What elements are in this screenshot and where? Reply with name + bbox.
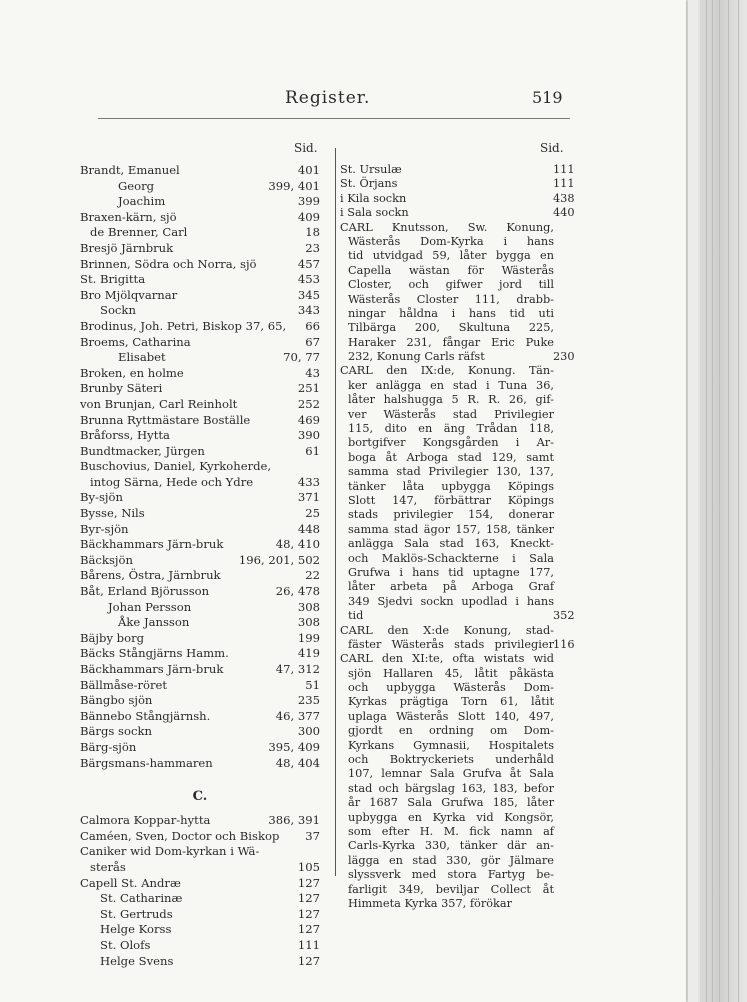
index-entry-page: 111	[553, 177, 575, 191]
index-entry-text: von Brunjan, Carl Reinholt	[80, 396, 238, 411]
index-entry	[80, 860, 320, 876]
index-text-line: år 1687 Sala Grufwa 185, låter	[348, 796, 554, 810]
index-entry	[80, 678, 320, 694]
index-entry-page: 399, 401	[268, 178, 320, 193]
section-heading-c: C.	[192, 789, 208, 805]
index-entry-page: 300	[297, 724, 320, 739]
index-entry-page: 438	[553, 191, 575, 205]
index-entry-page: 25	[305, 506, 320, 521]
left-column-heading: Sid.	[294, 141, 318, 155]
index-entry-page: 66	[305, 318, 320, 333]
index-entry-text: Caniker wid Dom-kyrkan i Wä-	[80, 844, 260, 859]
index-entry-page: 352	[553, 609, 575, 623]
index-entry	[80, 506, 320, 522]
index-entry-text: Broken, en holme	[80, 365, 184, 380]
index-entry-page: 308	[297, 599, 320, 614]
index-entry-page: 127	[297, 875, 320, 890]
index-entry-text: Bäcksjön	[80, 552, 133, 567]
index-entry	[80, 537, 320, 553]
index-entry-text: Bännebo Stångjärnsh.	[80, 708, 211, 723]
index-entry-page: 469	[297, 412, 320, 427]
index-entry	[80, 210, 320, 226]
index-entry-page: 419	[297, 646, 320, 661]
index-text-line: CARL den IX:de, Konung. Tän-	[340, 364, 554, 378]
index-entry-page: 127	[297, 906, 320, 921]
index-text-line: tid utvidgad 59, låter bygga en	[348, 249, 554, 263]
page-edge-line	[712, 0, 713, 1002]
index-entry	[80, 397, 320, 413]
index-entry-page: 127	[297, 953, 320, 968]
index-entry-text: Bärg-sjön	[80, 739, 137, 754]
page-edge-line	[738, 0, 739, 1002]
index-entry-text: Båt, Erland Björusson	[80, 584, 210, 599]
index-text-line: boga åt Arboga stad 129, samt	[348, 450, 554, 464]
index-entry-text: Capell St. Andræ	[80, 875, 181, 890]
index-entry-page: 457	[297, 256, 320, 271]
index-entry-text: Bärgsmans-hammaren	[80, 755, 213, 770]
index-entry-page: 22	[305, 568, 320, 583]
index-text-line: i Sala sockn	[340, 206, 409, 220]
index-entry	[80, 844, 320, 860]
index-entry-text: Brodinus, Joh. Petri, Biskop 37, 65,	[80, 318, 287, 333]
index-entry-text: Bårens, Östra, Järnbruk	[80, 568, 221, 583]
index-entry-text: Johan Persson	[108, 599, 192, 614]
index-entry	[80, 490, 320, 506]
index-text-line: samma stad Privilegier 130, 137,	[348, 465, 554, 479]
index-entry-page: 345	[297, 287, 320, 302]
header-rule	[98, 118, 570, 119]
index-entry-text: Helge Korss	[100, 922, 172, 937]
index-entry-page: 235	[297, 693, 320, 708]
index-entry-text: Bundtmacker, Jürgen	[80, 443, 205, 458]
index-entry	[80, 709, 320, 725]
index-entry-page: 409	[297, 209, 320, 224]
index-entry-text: Bro Mjölqvarnar	[80, 287, 178, 302]
index-text-line: Kyrkas prägtiga Torn 61, låtit	[348, 695, 554, 709]
index-text-line: gjordt en ordning om Dom-	[348, 724, 554, 738]
index-entry-text: Byr-sjön	[80, 521, 129, 536]
index-text-line: och Maklös-Schackterne i Sala	[348, 551, 554, 565]
index-text-line: som efter H. M. fick namn af	[348, 824, 554, 838]
index-entry-page: 395, 409	[268, 739, 320, 754]
index-entry-text: Bällmåse-röret	[80, 677, 168, 692]
index-entry-text: Sockn	[100, 303, 136, 318]
index-entry	[80, 740, 320, 756]
index-text-line: 107, lemnar Sala Grufva åt Sala	[348, 767, 554, 781]
index-entry	[80, 662, 320, 678]
index-entry-text: Brunna Ryttmästare Boställe	[80, 412, 251, 427]
page-edge-line	[706, 0, 707, 1002]
index-entry-page: 251	[297, 381, 320, 396]
index-entry-page: 390	[297, 428, 320, 443]
index-entry	[80, 615, 320, 631]
index-text-line: i Kila sockn	[340, 191, 407, 205]
index-text-line: ker anlägga en stad i Tuna 36,	[348, 378, 554, 392]
index-entry	[80, 459, 320, 475]
index-entry	[80, 938, 320, 954]
right-index-column	[340, 163, 554, 911]
left-index-column	[80, 163, 320, 969]
index-text-line: samma stad ägor 157, 158, tänker	[348, 522, 554, 536]
index-entry	[80, 907, 320, 923]
index-entry	[80, 303, 320, 319]
index-entry-page: 48, 410	[275, 537, 320, 552]
index-entry-page: 51	[305, 677, 320, 692]
index-text-line: sjön Hallaren 45, låtit påkästa	[348, 666, 554, 680]
index-entry-page: 61	[305, 443, 320, 458]
page-stack-edge	[700, 0, 747, 1002]
index-entry-text: Helge Svens	[100, 953, 174, 968]
index-entry	[80, 756, 320, 772]
index-text-line: Tilbärga 200, Skultuna 225,	[348, 321, 554, 335]
index-entry	[80, 163, 320, 179]
index-entry-text: Bäjby borg	[80, 630, 145, 645]
index-entry-page: 26, 478	[275, 584, 320, 599]
index-entry-page: 453	[297, 272, 320, 287]
index-entry	[80, 241, 320, 257]
index-text-line: upbygga en Kyrka vid Kongsör,	[348, 810, 554, 824]
index-entry-text: sterås	[90, 859, 126, 874]
column-divider	[335, 148, 336, 876]
index-text-line: och Boktryckeriets underhåld	[348, 753, 554, 767]
index-text-line: bortgifver Kongsgården i Ar-	[348, 436, 554, 450]
index-entry-page: 386, 391	[268, 813, 320, 828]
index-text-line: tänker låta upbygga Köpings	[348, 479, 554, 493]
index-entry-page: 48, 404	[275, 755, 320, 770]
index-entry-text: Åke Jansson	[118, 615, 190, 630]
index-text-line: Closter, och gifwer jord till	[348, 278, 554, 292]
index-entry	[80, 335, 320, 351]
index-entry-page: 199	[297, 630, 320, 645]
index-entry-text: Braxen-kärn, sjö	[80, 209, 177, 224]
index-entry-page: 116	[553, 638, 575, 652]
index-text-line: ver Wästerås stad Privilegier	[348, 407, 554, 421]
index-entry-text: Bäckhammars Järn-bruk	[80, 537, 224, 552]
index-entry	[80, 891, 320, 907]
index-entry-page: 127	[297, 922, 320, 937]
index-entry	[80, 179, 320, 195]
index-text-line: och upbygga Wästerås Dom-	[348, 681, 554, 695]
index-entry-page: 47, 312	[275, 662, 320, 676]
index-entry-text: Bäcks Stångjärns Hamm.	[80, 646, 229, 661]
page-edge-line	[719, 0, 720, 1002]
index-entry	[80, 829, 320, 845]
index-entry-page: 43	[305, 365, 320, 380]
index-entry	[80, 954, 320, 970]
index-entry-page: 18	[305, 225, 320, 240]
index-entry	[80, 475, 320, 491]
index-text-line: stads privilegier 154, donerar	[348, 508, 554, 522]
page-title: Register.	[285, 88, 371, 108]
index-entry-page: 111	[297, 937, 320, 952]
index-entry	[80, 568, 320, 584]
index-entry-text: Calmora Koppar-hytta	[80, 813, 211, 828]
index-entry	[80, 631, 320, 647]
index-text-line: låter halshugga 5 R. R. 26, gif-	[348, 393, 554, 407]
index-entry	[80, 876, 320, 892]
index-text-line: 232, Konung Carls räfst	[348, 350, 485, 364]
index-entry-text: Brunby Säteri	[80, 381, 163, 396]
index-entry-page: 127	[297, 891, 320, 906]
index-entry	[80, 646, 320, 662]
index-text-line: lägga en stad 330, gör Jälmare	[348, 853, 554, 867]
index-text-line: stad och bärgslag 163, 183, befor	[348, 781, 554, 795]
index-text-line: St. Ursulæ	[340, 163, 402, 176]
index-entry-text: St. Gertruds	[100, 906, 173, 921]
index-entry-text: Joachim	[118, 194, 166, 209]
index-entry	[80, 288, 320, 304]
index-entry	[80, 428, 320, 444]
index-text-line: CARL den XI:te, ofta wistats wid	[340, 652, 554, 666]
index-text-line: CARL Knutsson, Sw. Konung,	[340, 220, 554, 234]
index-text-line: ningar håldna i hans tid uti	[348, 306, 554, 320]
index-entry-page: 448	[297, 521, 320, 536]
index-text-line: fäster Wästerås stads privilegier	[348, 637, 554, 651]
index-entry	[80, 225, 320, 241]
index-entry-page: 67	[305, 334, 320, 349]
index-entry-text: Elisabet	[118, 350, 166, 365]
index-entry	[80, 194, 320, 210]
index-entry-text: Bängbo sjön	[80, 693, 153, 708]
index-text-line: farligit 349, beviljar Collect åt	[348, 882, 554, 896]
index-text-line: tid	[348, 609, 364, 623]
index-text-line: Himmeta Kyrka 357, förökar	[348, 896, 513, 910]
index-entry-text: St. Olofs	[100, 937, 151, 952]
index-text-line: Grufwa i hans tid uptagne 177,	[348, 565, 554, 579]
index-entry-text: de Brenner, Carl	[90, 225, 188, 240]
index-entry-page: 111	[553, 163, 575, 176]
index-entry	[80, 724, 320, 740]
index-entry	[80, 413, 320, 429]
index-entry	[80, 381, 320, 397]
page-edge-line	[728, 0, 729, 1002]
index-entry	[80, 319, 320, 335]
index-entry-page: 23	[305, 240, 320, 255]
index-text-line: Wästerås Closter 111, drabb-	[348, 292, 554, 306]
index-entry-page: 230	[553, 350, 575, 364]
index-entry	[80, 693, 320, 709]
index-entry-text: Georg	[118, 178, 155, 193]
page-edge	[688, 0, 698, 1002]
index-entry-text: Caméen, Sven, Doctor och Biskop	[80, 828, 280, 843]
index-entry	[80, 813, 320, 829]
index-text-line: St. Örjans	[340, 177, 398, 191]
index-entry-text: Bråforss, Hytta	[80, 428, 170, 443]
index-entry-text: Broems, Catharina	[80, 334, 191, 349]
index-text-line: Slott 147, förbättrar Köpings	[348, 493, 554, 507]
index-entry	[80, 257, 320, 273]
index-text-line: 115, dito en äng Trådan 118,	[348, 422, 554, 436]
index-entry-page: 46, 377	[275, 708, 320, 723]
index-entry-text: Bärgs sockn	[80, 724, 152, 739]
index-text-line: Kyrkans Gymnasii, Hospitalets	[348, 738, 554, 752]
index-entry-page: 37	[305, 828, 320, 843]
index-entry-page: 70, 77	[283, 350, 320, 365]
index-entry-page: 196, 201, 502	[238, 552, 320, 567]
page-number: 519	[532, 88, 563, 107]
index-entry	[80, 272, 320, 288]
right-column-heading: Sid.	[540, 141, 564, 155]
index-entry-text: Brinnen, Södra och Norra, sjö	[80, 256, 257, 271]
index-entry-page: 371	[297, 490, 320, 505]
index-text-line: 349 Sjedvi sockn upodlad i hans	[348, 594, 554, 608]
index-entry-page: 401	[297, 163, 320, 177]
index-entry-text: St. Catharinæ	[100, 891, 183, 906]
index-text-line: uplaga Wästerås Slott 140, 497,	[348, 709, 554, 723]
index-entry	[80, 922, 320, 938]
index-entry-text: Brandt, Emanuel	[80, 163, 180, 177]
index-entry-page: 308	[297, 615, 320, 630]
index-text-line: låter arbeta på Arboga Graf	[348, 580, 554, 594]
index-text-line: CARL den X:de Konung, stad-	[340, 623, 554, 637]
index-entry	[80, 350, 320, 366]
index-entry-text: Bysse, Nils	[80, 506, 145, 521]
index-entry	[80, 366, 320, 382]
index-text-line: slyssverk med stora Fartyg be-	[348, 868, 554, 882]
index-entry-text: intog Särna, Hede och Ydre	[90, 474, 254, 489]
index-entry	[80, 444, 320, 460]
index-entry-page: 105	[297, 859, 320, 874]
index-entry	[80, 600, 320, 616]
index-entry-page: 440	[553, 206, 575, 220]
index-entry-page: 252	[297, 396, 320, 411]
index-entry	[80, 584, 320, 600]
index-entry-text: Bäckhammars Järn-bruk	[80, 662, 224, 676]
index-entry-page: 343	[297, 303, 320, 318]
index-text-line: Wästerås Dom-Kyrka i hans	[348, 234, 554, 248]
index-entry-text: St. Brigitta	[80, 272, 146, 287]
index-text-line: Carls-Kyrka 330, tänker där an-	[348, 839, 554, 853]
index-entry	[80, 553, 320, 569]
index-entry-page: 433	[297, 474, 320, 489]
index-text-line: Haraker 231, fångar Eric Puke	[348, 335, 554, 349]
index-text-line: anlägga Sala stad 163, Kneckt-	[348, 537, 554, 551]
index-entry-text: Buschovius, Daniel, Kyrkoherde,	[80, 459, 272, 474]
index-text-line: Capella wästan för Wästerås	[348, 263, 554, 277]
index-entry	[80, 522, 320, 538]
index-entry-text: Bresjö Järnbruk	[80, 240, 174, 255]
index-entry-text: By-sjön	[80, 490, 123, 505]
index-entry-page: 399	[297, 194, 320, 209]
